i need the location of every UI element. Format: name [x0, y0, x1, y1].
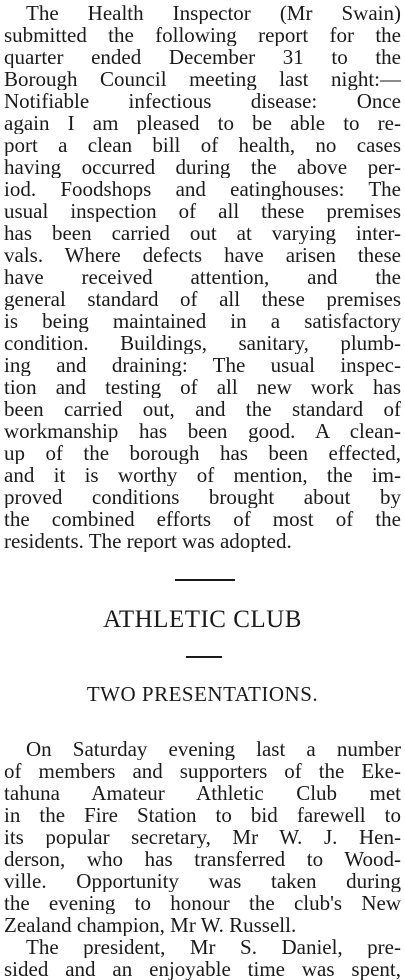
text-line: having occurred during the above per-: [4, 156, 401, 178]
heading-divider-rule: [186, 656, 222, 658]
text-line: tahuna Amateur Athletic Club met: [4, 782, 401, 804]
text-line: The Health Inspector (Mr Swain): [26, 2, 401, 24]
section-divider-rule: [175, 579, 235, 581]
text-line: workmanship has been good. A clean-: [4, 420, 401, 442]
text-line: Notifiable infectious disease: Once: [4, 90, 401, 112]
text-line: up of the borough has been effected,: [4, 442, 401, 464]
text-line: usual inspection of all these premises: [4, 200, 401, 222]
text-line: again I am pleased to be able to re-: [4, 112, 401, 134]
text-line: the combined efforts of most of the: [4, 508, 401, 530]
text-line: ing and draining: The usual inspec-: [4, 354, 401, 376]
text-line: been carried out, and the standard of: [4, 398, 401, 420]
text-line: have received attention, and the: [4, 266, 401, 288]
text-line: is being maintained in a satisfactory: [4, 310, 401, 332]
text-line: vals. Where defects have arisen these: [4, 244, 401, 266]
text-line: Borough Council meeting last night:—: [4, 68, 401, 90]
text-line: submitted the following report for the: [4, 24, 401, 46]
text-line: sided and an enjoyable time was spent,: [4, 958, 401, 980]
text-line: On Saturday evening last a number: [26, 738, 401, 760]
athletic-club-paragraph: [4, 738, 401, 936]
text-line: general standard of all these premises: [4, 288, 401, 310]
text-line: of members and supporters of the Eke-: [4, 760, 401, 782]
text-line: the evening to honour the club's New: [4, 892, 401, 914]
health-inspector-report-paragraph: [4, 2, 401, 552]
text-line: residents. The report was adopted.: [4, 530, 292, 552]
text-line: The president, Mr S. Daniel, pre-: [26, 936, 401, 958]
athletic-club-paragraph: [4, 936, 401, 980]
article-subheading: TWO PRESENTATIONS.: [86, 682, 319, 706]
text-line: quarter ended December 31 to the: [4, 46, 401, 68]
text-line: derson, who has transferred to Wood-: [4, 848, 401, 870]
text-line: in the Fire Station to bid farewell to: [4, 804, 401, 826]
text-line: its popular secretary, Mr W. J. Hen-: [4, 826, 401, 848]
text-line: and it is worthy of mention, the im-: [4, 464, 401, 486]
text-line: ville. Opportunity was taken during: [4, 870, 401, 892]
text-line: condition. Buildings, sanitary, plumb-: [4, 332, 401, 354]
text-line: has been carried out at varying inter-: [4, 222, 401, 244]
text-line: port a clean bill of health, no cases: [4, 134, 401, 156]
text-line: tion and testing of all new work has: [4, 376, 401, 398]
text-line: proved conditions brought about by: [4, 486, 401, 508]
article-heading: ATHLETIC CLUB: [103, 606, 302, 633]
text-line: iod. Foodshops and eatinghouses: The: [4, 178, 401, 200]
text-line: Zealand champion, Mr W. Russell.: [4, 914, 297, 936]
